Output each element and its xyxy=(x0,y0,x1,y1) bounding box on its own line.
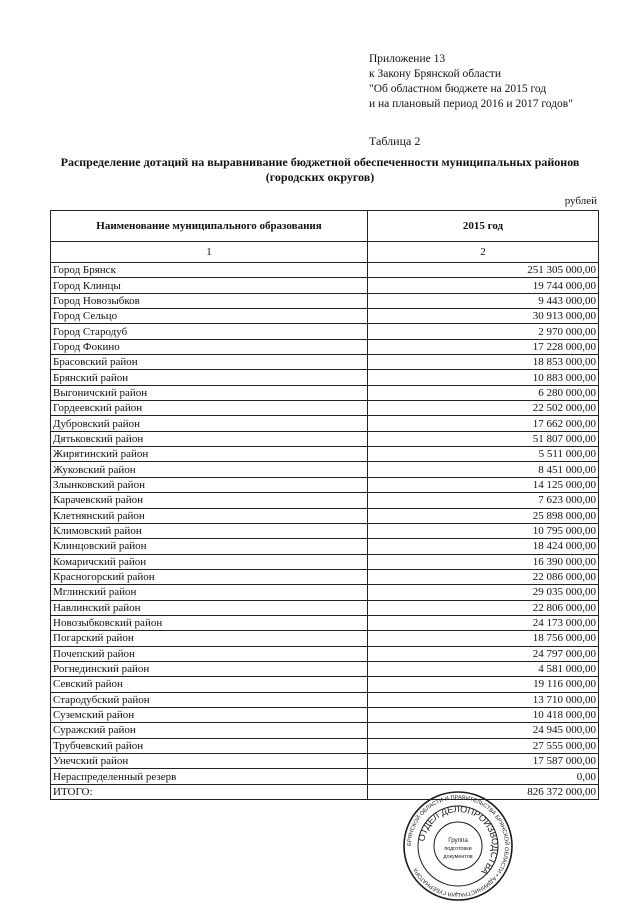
table-row xyxy=(51,539,599,554)
subsidy-amount: 27 555 000,00 xyxy=(368,738,599,753)
title-line-2: (городских округов) xyxy=(265,170,375,184)
document-title xyxy=(20,155,620,185)
table-row xyxy=(51,754,599,769)
municipality-name: Город Новозыбков xyxy=(51,293,368,308)
appendix-header xyxy=(369,52,573,112)
subsidy-amount: 19 744 000,00 xyxy=(368,278,599,293)
municipality-name: Брянский район xyxy=(51,370,368,385)
table-row xyxy=(51,324,599,339)
municipality-name: Жирятинский район xyxy=(51,447,368,462)
municipality-name: Клинцовский район xyxy=(51,539,368,554)
municipality-name: ИТОГО: xyxy=(51,784,368,799)
subsidy-amount: 8 451 000,00 xyxy=(368,462,599,477)
table-row xyxy=(51,523,599,538)
municipality-name: Город Фокино xyxy=(51,339,368,354)
municipality-name: Суземский район xyxy=(51,707,368,722)
subsidy-amount: 17 587 000,00 xyxy=(368,754,599,769)
subsidy-amount: 24 945 000,00 xyxy=(368,723,599,738)
table-row xyxy=(51,585,599,600)
table-row xyxy=(51,477,599,492)
municipality-name: Гордеевский район xyxy=(51,401,368,416)
municipality-name: Брасовский район xyxy=(51,355,368,370)
municipality-name: Новозыбковский район xyxy=(51,615,368,630)
subsidy-amount: 0,00 xyxy=(368,769,599,784)
subsidy-amount: 24 173 000,00 xyxy=(368,615,599,630)
table-row xyxy=(51,263,599,278)
municipality-name: Город Брянск xyxy=(51,263,368,278)
table-row xyxy=(51,447,599,462)
table-row xyxy=(51,508,599,523)
table-row xyxy=(51,370,599,385)
municipality-name: Унечский район xyxy=(51,754,368,769)
appendix-line-1: Приложение 13 xyxy=(369,53,446,65)
table-row xyxy=(51,677,599,692)
subsidies-table xyxy=(50,210,599,800)
subsidy-amount: 4 581 000,00 xyxy=(368,661,599,676)
subsidy-amount: 19 116 000,00 xyxy=(368,677,599,692)
units-label: рублей xyxy=(564,195,597,207)
table-header-row xyxy=(51,211,599,242)
table-row xyxy=(51,646,599,661)
table-row xyxy=(51,493,599,508)
table-row xyxy=(51,309,599,324)
municipality-name: Навлинский район xyxy=(51,600,368,615)
subsidy-amount: 25 898 000,00 xyxy=(368,508,599,523)
subsidy-amount: 10 795 000,00 xyxy=(368,523,599,538)
stamp-center-line-1: Группа xyxy=(448,837,468,844)
subsidy-amount: 18 424 000,00 xyxy=(368,539,599,554)
subsidy-amount: 5 511 000,00 xyxy=(368,447,599,462)
column-number-2: 2 xyxy=(368,242,599,263)
municipality-name: Выгоничский район xyxy=(51,385,368,400)
subsidy-amount: 13 710 000,00 xyxy=(368,692,599,707)
subsidy-amount: 9 443 000,00 xyxy=(368,293,599,308)
table-row xyxy=(51,431,599,446)
municipality-name: Дятьковский район xyxy=(51,431,368,446)
table-row xyxy=(51,631,599,646)
table-row xyxy=(51,600,599,615)
column-header-year: 2015 год xyxy=(368,211,599,242)
table-row xyxy=(51,738,599,753)
table-row xyxy=(51,339,599,354)
subsidy-amount: 22 086 000,00 xyxy=(368,569,599,584)
table-row xyxy=(51,615,599,630)
subsidy-amount: 251 305 000,00 xyxy=(368,263,599,278)
subsidy-amount: 30 913 000,00 xyxy=(368,309,599,324)
subsidy-amount: 29 035 000,00 xyxy=(368,585,599,600)
column-number-1: 1 xyxy=(51,242,368,263)
municipality-name: Клетнянский район xyxy=(51,508,368,523)
municipality-name: Стародубский район xyxy=(51,692,368,707)
municipality-name: Нераспределенный резерв xyxy=(51,769,368,784)
municipality-name: Жуковский район xyxy=(51,462,368,477)
municipality-name: Рогнединский район xyxy=(51,661,368,676)
municipality-name: Трубчевский район xyxy=(51,738,368,753)
subsidy-amount: 18 853 000,00 xyxy=(368,355,599,370)
subsidy-amount: 24 797 000,00 xyxy=(368,646,599,661)
municipality-name: Мглинский район xyxy=(51,585,368,600)
municipality-name: Погарский район xyxy=(51,631,368,646)
table-row xyxy=(51,416,599,431)
table-row xyxy=(51,278,599,293)
municipality-name: Красногорский район xyxy=(51,569,368,584)
municipality-name: Севский район xyxy=(51,677,368,692)
municipality-name: Город Сельцо xyxy=(51,309,368,324)
subsidy-amount: 17 662 000,00 xyxy=(368,416,599,431)
table-row xyxy=(51,293,599,308)
appendix-line-2: к Закону Брянской области xyxy=(369,68,501,80)
subsidy-amount: 10 883 000,00 xyxy=(368,370,599,385)
municipality-name: Дубровский район xyxy=(51,416,368,431)
municipality-name: Злынковский район xyxy=(51,477,368,492)
municipality-name: Климовский район xyxy=(51,523,368,538)
subsidy-amount: 22 502 000,00 xyxy=(368,401,599,416)
table-number: Таблица 2 xyxy=(369,134,421,148)
table-row xyxy=(51,692,599,707)
municipality-name: Суражский район xyxy=(51,723,368,738)
subsidy-amount: 51 807 000,00 xyxy=(368,431,599,446)
table-row xyxy=(51,784,599,799)
municipality-name: Город Стародуб xyxy=(51,324,368,339)
column-header-name: Наименование муниципального образования xyxy=(51,211,368,242)
subsidy-amount: 17 228 000,00 xyxy=(368,339,599,354)
subsidy-amount: 10 418 000,00 xyxy=(368,707,599,722)
appendix-line-3: "Об областном бюджете на 2015 год xyxy=(369,83,547,95)
table-row xyxy=(51,707,599,722)
title-line-1: Распределение дотаций на выравнивание бюджетной обеспеченности муниципальных районов xyxy=(60,155,580,169)
stamp-department-text: ОТДЕЛ ДЕЛОПРОИЗВОДСТВА xyxy=(416,803,501,878)
table-row xyxy=(51,462,599,477)
municipality-name: Карачевский район xyxy=(51,493,368,508)
municipality-name: Почепский район xyxy=(51,646,368,661)
table-row xyxy=(51,661,599,676)
subsidy-amount: 6 280 000,00 xyxy=(368,385,599,400)
table-row xyxy=(51,385,599,400)
table-row xyxy=(51,569,599,584)
subsidy-amount: 22 806 000,00 xyxy=(368,600,599,615)
table-row xyxy=(51,355,599,370)
table-row xyxy=(51,769,599,784)
table-row xyxy=(51,554,599,569)
subsidy-amount: 826 372 000,00 xyxy=(368,784,599,799)
municipality-name: Комаричский район xyxy=(51,554,368,569)
subsidy-amount: 14 125 000,00 xyxy=(368,477,599,492)
stamp-ring-text: БРЯНСКОЙ ОБЛАСТИ И ПРАВИТЕЛЬСТВА БРЯНСКОЙ ОБЛАСТИ • АДМИНИСТРАЦИЯ ГУБЕРНАТОРА xyxy=(406,794,510,898)
subsidy-amount: 18 756 000,00 xyxy=(368,631,599,646)
table-row xyxy=(51,723,599,738)
appendix-line-4: и на плановый период 2016 и 2017 годов" xyxy=(369,98,573,110)
subsidy-amount: 2 970 000,00 xyxy=(368,324,599,339)
subsidy-amount: 7 623 000,00 xyxy=(368,493,599,508)
stamp-center-line-2: подготовки xyxy=(444,846,472,852)
column-number-row xyxy=(51,242,599,263)
stamp-center-line-3: документов xyxy=(443,854,473,860)
municipality-name: Город Клинцы xyxy=(51,278,368,293)
subsidy-amount: 16 390 000,00 xyxy=(368,554,599,569)
table-row xyxy=(51,401,599,416)
department-stamp xyxy=(402,790,514,902)
table-body xyxy=(51,263,599,800)
